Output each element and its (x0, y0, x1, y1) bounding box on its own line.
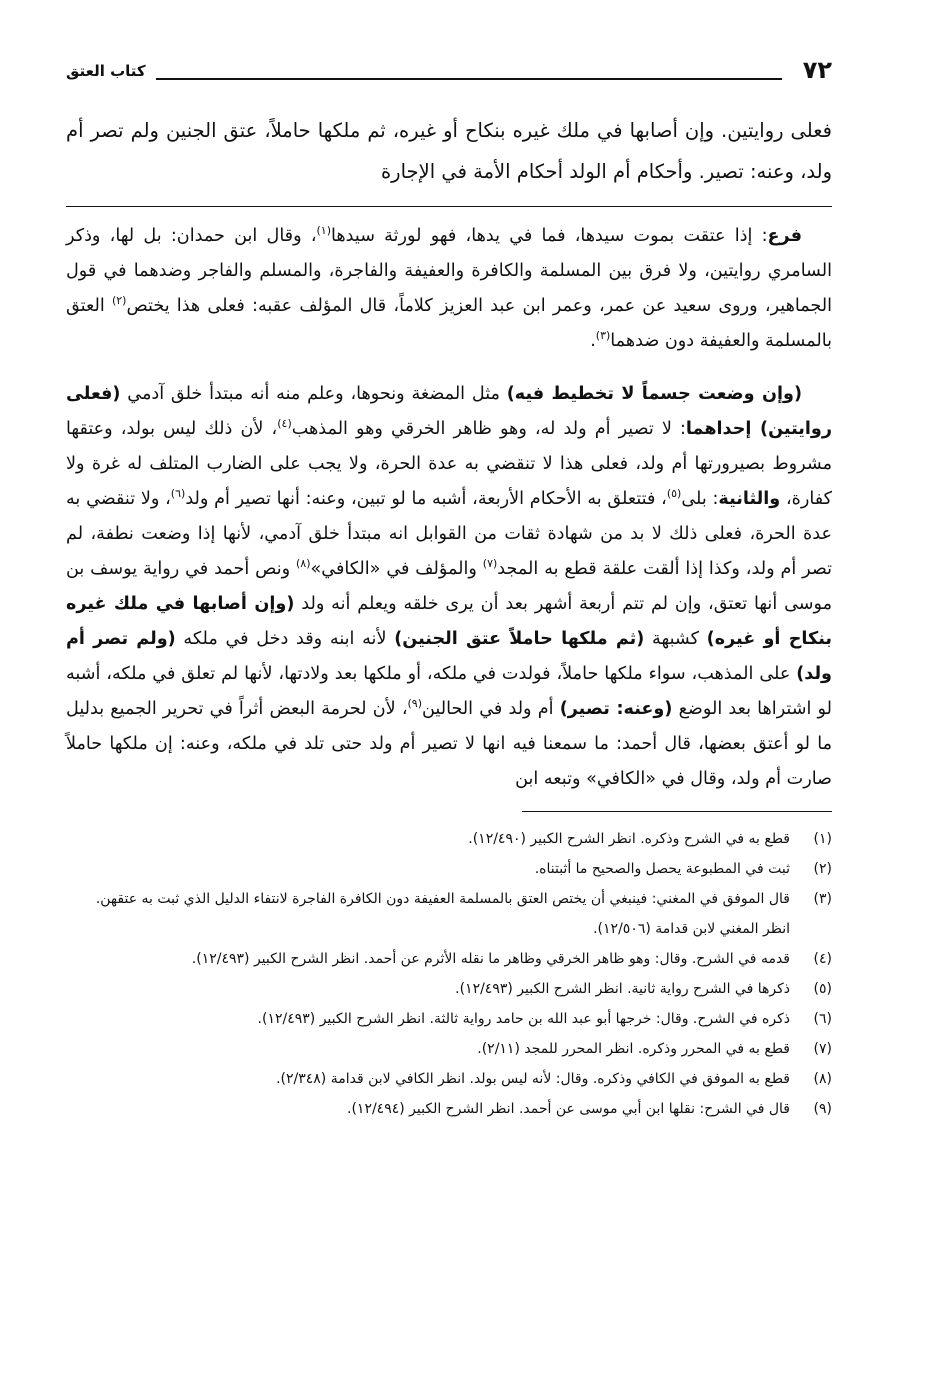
footnote (66, 884, 832, 944)
footnote (66, 1064, 832, 1094)
quoted-matn: (ولم تصر أم ولد) (66, 629, 832, 684)
footnote (66, 1034, 832, 1064)
commentary-paragraph-1: فرع: إذا عتقت بموت سيدها، فما في يدها، فهو لورثة سيدها$^{(١)}$، وقال ابن حمدان: بل لها، وذكر السامري روايتين، ولا فرق بين المسلمة والكافرة والعفيفة والفاجرة، والمسلم والفاجر وضدهما في قول الجماهير، وروى سعيد عن عمر، وعمر ابن عبد العزيز كلاماً، قال المؤلف عقبه: فعلى هذا يختص$^{(٢)}$ العتق بالمسلمة والعفيفة دون ضدهما$^{(٣)}$. (66, 224, 833, 351)
main-text: فعلى روايتين. وإن أصابها في ملك غيره بنكاح أو غيره، ثم ملكها حاملاً، عتق الجنين ولم تصر أم ولد، وعنه: تصير. وأحكام أم الولد أحكام الأمة في الإجارة (66, 119, 832, 183)
commentary-paragraph-2: (وإن وضعت جسماً لا تخطيط فيه) مثل المضغة ونحوها، وعلم منه أنه مبتدأ خلق آدمي (فعلى روايتين) إحداهما: لا تصير أم ولد له، وهو ظاهر الخرقي وهو المذهب$^{(٤)}$، لأن ذلك ليس بولد، وعتقها مشروط بصيرورتها أم ولد، فعلى هذا لا تنقضي به عدة الحرة، ولا يجب على الضارب المتلف له غرة ولا كفارة، والثانية: بلى$^{(٥)}$، فتتعلق به الأحكام الأربعة، أشبه ما لو تبين، وعنه: أنها تصير أم ولد$^{(٦)}$، ولا تنقضي به عدة الحرة، فعلى ذلك لا بد من شهادة ثقات من القوابل انه مبتدأ خلق آدمي، لأنها إذا وضعت نطفة، لم تصر أم ولد، وكذا إذا ألقت علقة قطع به المجد$^{(٧)}$ والمؤلف في «الكافي»$^{(٨)}$ ونص أحمد في رواية يوسف بن موسى أنها تعتق، وإن لم تتم أربعة أشهر بعد أن يرى خلقه ويعلم أنه ولد (وإن أصابها في ملك غيره بنكاح أو غيره) كشبهة (ثم ملكها حاملاً عتق الجنين) لأنه ابنه وقد دخل في ملكه (ولم تصر أم ولد) على المذهب، سواء ملكها حاملاً، فولدت في ملكه، أو ملكها بعد ولادتها، لأنها لم تعلق في ملكه، أشبه لو اشتراها بعد الوضع (وعنه: تصير) أم ولد في الحالين$^{(٩)}$، لأن لحرمة البعض أثراً في تحرير الجميع بدليل ما لو أعتق بعضها، قال أحمد: ما سمعنا فيه انها لا تصير أم ولد حتى تلد في ملكه، وعنه: إن ملكها حاملاً صارت أم ولد، وقال في «الكافي» وتبعه ابن (66, 384, 833, 789)
footnote-ref-1[interactable]: (١) (316, 224, 332, 238)
running-title: كتاب العتق (66, 62, 146, 80)
footnote-ref-6[interactable]: (٦) (170, 487, 186, 501)
footnote-ref-8[interactable]: (٨) (296, 557, 311, 571)
quoted-matn: (فعلى روايتين) إحداهما (66, 384, 833, 439)
footnote-text: قدمه في الشرح. وقال: وهو ظاهر الخرقي وظاهر ما نقله الأثرم عن أحمد. انظر الشرح الكبير (١٢/٤٩٣). (191, 951, 790, 967)
footnote-text: قطع به في الشرح وذكره. انظر الشرح الكبير (١٢/٤٩٠). (468, 831, 790, 847)
quoted-matn: (وإن أصابها في ملك غيره بنكاح أو غيره) (66, 594, 833, 649)
footnote-text: قال في الشرح: نقلها ابن أبي موسى عن أحمد. انظر الشرح الكبير (١٢/٤٩٤). (347, 1101, 790, 1117)
footnote-number: (٨) (813, 1071, 832, 1087)
bold-heading: فرع (767, 226, 802, 246)
footnote-number: (٥) (813, 981, 832, 997)
footnote-ref-3[interactable]: (٣) (595, 329, 611, 343)
book-page (66, 50, 832, 1124)
footnote-ref-7[interactable]: (٧) (482, 557, 498, 571)
footnote-rule (522, 811, 832, 812)
footnote-ref-4[interactable]: (٤) (277, 417, 292, 431)
footnote-text: ذكرها في الشرح رواية ثانية. انظر الشرح الكبير (١٢/٤٩٣). (455, 981, 790, 997)
footnotes (66, 824, 832, 1124)
header-rule (156, 78, 782, 80)
footnote-number: (٩) (813, 1101, 832, 1117)
commentary (66, 219, 832, 797)
footnote (66, 944, 832, 974)
footnote-number: (٧) (813, 1041, 832, 1057)
footnote-ref-2[interactable]: (٢) (111, 294, 127, 308)
footnote (66, 1094, 832, 1124)
footnote-text: قال الموفق في المغني: فينبغي أن يختص العتق بالمسلمة العفيفة دون الكافرة الفاجرة لانتفاء الدليل الذي ثبت به عتقهن. انظر المغني لابن قدامة (١٢/٥٠٦). (95, 891, 790, 937)
footnote-ref-5[interactable]: (٥) (666, 487, 682, 501)
footnote-number: (٦) (813, 1011, 832, 1027)
footnote-number: (٢) (813, 861, 832, 877)
footnote-number: (٤) (813, 951, 832, 967)
footnote-text: قطع به الموفق في الكافي وذكره. وقال: لأنه ليس بولد. انظر الكافي لابن قدامة (٢/٣٤٨). (276, 1071, 790, 1087)
footnote-text: ثبت في المطبوعة يحصل والصحيح ما أثبتناه. (534, 861, 790, 877)
footnote-number: (٣) (813, 891, 832, 907)
quoted-matn: (وإن وضعت جسماً لا تخطيط فيه) (506, 384, 802, 404)
page-header (66, 50, 832, 90)
quoted-matn: (وعنه: تصير) (559, 699, 673, 719)
page-number: ٧٢ (802, 56, 832, 84)
footnote-text: قطع به في المحرر وذكره. انظر المحرر للمجد (٢/١١). (477, 1041, 790, 1057)
section-divider (66, 206, 832, 207)
footnote (66, 1004, 832, 1034)
footnote (66, 854, 832, 884)
quoted-matn: والثانية (718, 489, 781, 509)
footnote (66, 824, 832, 854)
footnote-ref-9[interactable]: (٩) (407, 697, 423, 711)
footnote-text: ذكره في الشرح. وقال: خرجها أبو عبد الله بن حامد رواية ثالثة. انظر الشرح الكبير (١٢/٤٩٣). (257, 1011, 790, 1027)
quoted-matn: (ثم ملكها حاملاً عتق الجنين) (394, 629, 645, 649)
footnote-number: (١) (813, 831, 832, 847)
footnote (66, 974, 832, 1004)
